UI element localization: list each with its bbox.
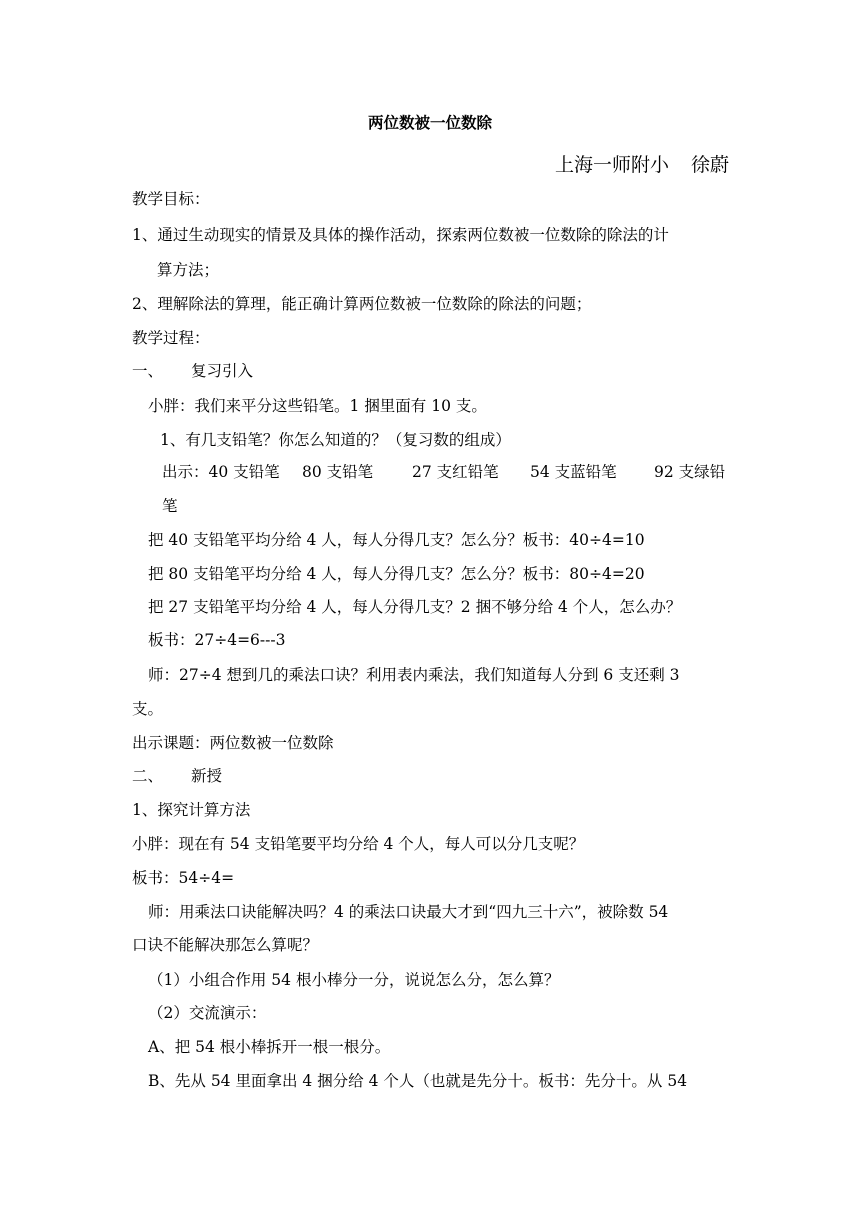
text-line: 小胖：我们来平分这些铅笔。1 捆里面有 10 支。: [148, 397, 487, 415]
text-line: 教学过程：: [132, 329, 210, 347]
text-line: 1、有几支铅笔？你怎么知道的？（复习数的组成）: [160, 431, 511, 449]
text-line: 出示：40 支铅笔: [162, 463, 280, 481]
text-line: 教学目标：: [132, 190, 210, 208]
text-line: 2、理解除法的算理，能正确计算两位数被一位数除的除法的问题；: [132, 295, 592, 313]
text-line: 板书：27÷4=6---3: [148, 631, 286, 649]
text-line: 80 支铅笔: [302, 463, 374, 481]
text-line: 师：用乘法口诀能解决吗？4 的乘法口诀最大才到“四九三十六”，被除数 54: [148, 903, 669, 921]
text-line: 师：27÷4 想到几的乘法口诀？利用表内乘法，我们知道每人分到 6 支还剩 3: [148, 666, 680, 684]
text-line: 92 支绿铅: [654, 463, 726, 481]
author-school: 上海一师附小: [554, 154, 669, 176]
text-line: 把 27 支铅笔平均分给 4 人，每人分得几支？2 捆不够分给 4 个人，怎么办？: [148, 598, 682, 616]
text-line: A、把 54 根小棒拆开一根一根分。: [148, 1038, 391, 1056]
text-line: 板书：54÷4=: [132, 869, 235, 887]
author-name: 徐蔚: [690, 154, 729, 176]
text-line: 把 80 支铅笔平均分给 4 人，每人分得几支？怎么分？板书：80÷4=20: [148, 565, 645, 583]
text-line: 把 40 支铅笔平均分给 4 人，每人分得几支？怎么分？板书：40÷4=10: [148, 531, 645, 549]
text-line: 出示课题：两位数被一位数除: [132, 734, 334, 752]
text-line: （1）小组合作用 54 根小棒分一分，说说怎么分，怎么算？: [148, 971, 560, 989]
section-number: 一、: [132, 362, 164, 380]
text-line: 1、探究计算方法: [132, 801, 251, 819]
text-line: 口诀不能解决那怎么算呢？: [132, 936, 319, 954]
text-line: 27 支红铅笔: [412, 463, 499, 481]
text-line: 笔: [162, 497, 178, 515]
document-title: 两位数被一位数除: [367, 113, 492, 132]
text-line: 54 支蓝铅笔: [530, 463, 617, 481]
text-line: 1、通过生动现实的情景及具体的操作活动，探索两位数被一位数除的除法的计: [132, 226, 669, 244]
text-line: B、先从 54 里面拿出 4 捆分给 4 个人（也就是先分十。板书：先分十。从 54: [148, 1072, 688, 1090]
text-line: 支。: [132, 700, 164, 718]
text-line: （2）交流演示：: [148, 1004, 267, 1022]
section-heading: 新授: [191, 767, 223, 785]
author-line: [555, 150, 729, 177]
text-line: 小胖：现在有 54 支铅笔要平均分给 4 个人，每人可以分几支呢？: [132, 835, 585, 853]
text-line: 算方法；: [157, 261, 220, 279]
section-number: 二、: [132, 767, 164, 785]
section-heading: 复习引入: [191, 362, 254, 380]
